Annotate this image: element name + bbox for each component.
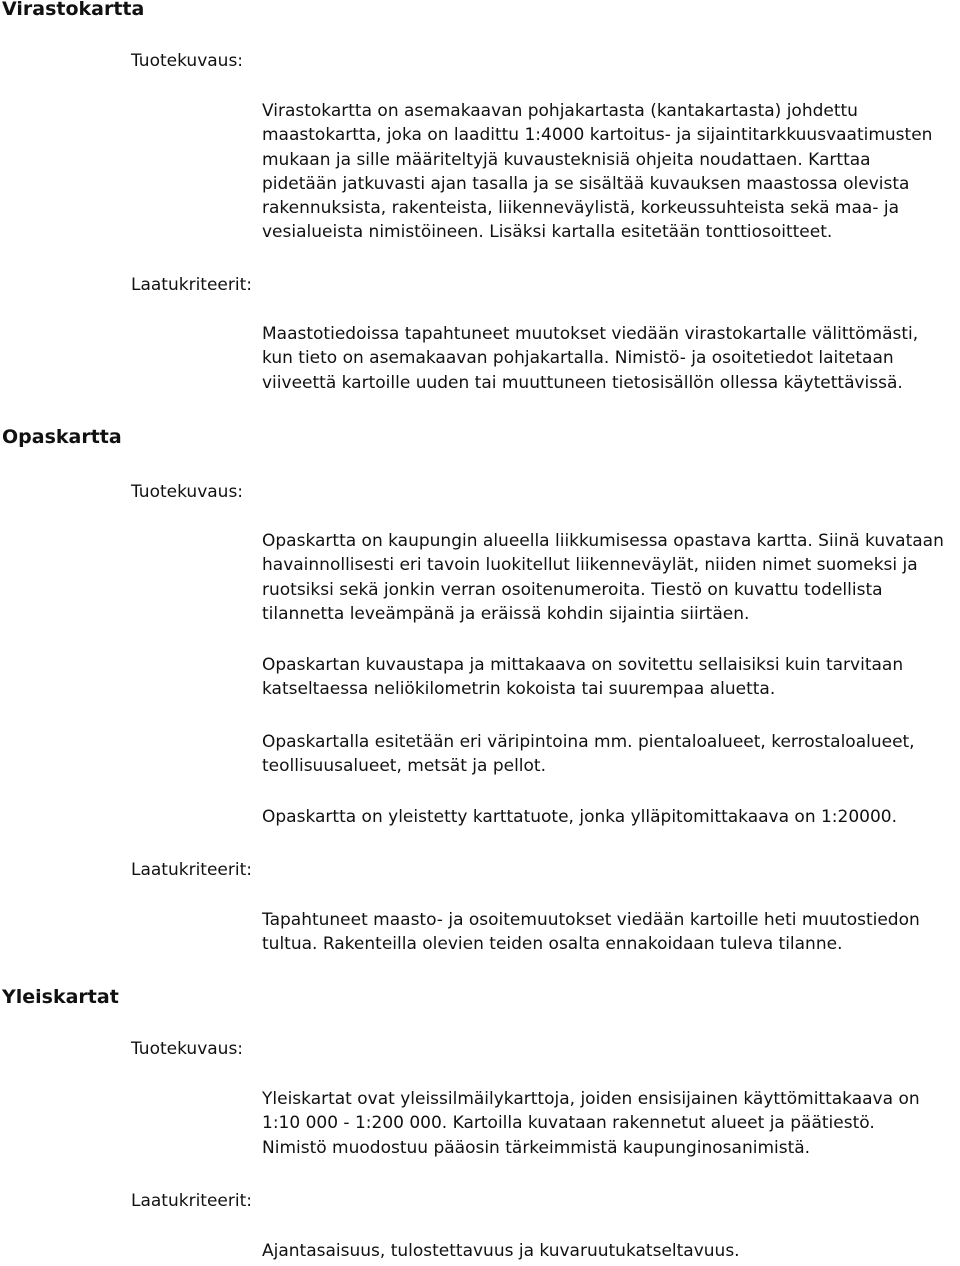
product-description-paragraph: Opaskartalla esitetään eri väripintoina mm. pientaloalueet, kerrostaloalueet, teollisuusalueet, metsät ja pellot. xyxy=(262,732,915,777)
quality-criteria-paragraph: Tapahtuneet maasto- ja osoitemuutokset viedään kartoille heti muutostiedon tultua. Rakenteilla olevien teiden osalta ennakoidaan tuleva tilanne. xyxy=(262,910,920,955)
section-title-virastokartta: Virastokartta xyxy=(2,0,145,20)
section-title-yleiskartat: Yleiskartat xyxy=(2,986,119,1008)
product-description-paragraph: Yleiskartat ovat yleissilmäilykarttoja, joiden ensisijainen käyttömittakaava on 1:10 000 - 1:200 000. Kartoilla kuvataan rakennetut alueet ja päätiestö. Nimistö muodostuu pääosin tärkeimmistä kaupunginosanimistä. xyxy=(262,1089,920,1158)
product-description-label: Tuotekuvaus: xyxy=(131,1039,244,1059)
product-description-label: Tuotekuvaus: xyxy=(131,482,244,502)
product-description-paragraph: Opaskartan kuvaustapa ja mittakaava on sovitettu sellaisiksi kuin tarvitaan katseltaessa neliökilometrin kokoista tai suurempaa aluetta. xyxy=(262,655,904,700)
section-title-opaskartta: Opaskartta xyxy=(2,426,122,448)
product-description-paragraph: Virastokartta on asemakaavan pohjakartasta (kantakartasta) johdettu maastokartta, joka on laadittu 1:4000 kartoitus- ja sijaintitarkkuusvaatimusten mukaan ja sille määriteltyjä kuvausteknisiä ohjeita noudattaen. Karttaa pidetään jatkuvasti ajan tasalla ja se sisältää kuvauksen maastossa olevista rakennuksista, rakenteista, liikenneväylistä, korkeussuhteista sekä maa- ja vesialueista nimistöineen. Lisäksi kartalla esitetään tonttiosoitteet. xyxy=(262,101,933,243)
product-description-paragraph: Opaskartta on yleistetty karttatuote, jonka ylläpitomittakaava on 1:20000. xyxy=(262,807,898,827)
quality-criteria-label: Laatukriteerit: xyxy=(131,1191,252,1211)
product-description-label: Tuotekuvaus: xyxy=(131,51,244,71)
quality-criteria-paragraph: Maastotiedoissa tapahtuneet muutokset viedään virastokartalle välittömästi, kun tieto on asemakaavan pohjakartalla. Nimistö- ja osoitetiedot laitetaan viiveettä kartoille uuden tai muuttuneen tietosisällön ollessa käytettävissä. xyxy=(262,324,919,393)
quality-criteria-label: Laatukriteerit: xyxy=(131,860,252,880)
product-description-paragraph: Opaskartta on kaupungin alueella liikkumisessa opastava kartta. Siinä kuvataan havainnollisesti eri tavoin luokitellut liikenneväylät, niiden nimet suomeksi ja ruotsiksi sekä jonkin verran osoitenumeroita. Tiestö on kuvattu todellista tilannetta leveämpänä ja eräissä kohdin sijaintia siirtäen. xyxy=(262,531,944,624)
quality-criteria-paragraph: Ajantasaisuus, tulostettavuus ja kuvaruutukatseltavuus. xyxy=(262,1241,740,1261)
quality-criteria-label: Laatukriteerit: xyxy=(131,275,252,295)
